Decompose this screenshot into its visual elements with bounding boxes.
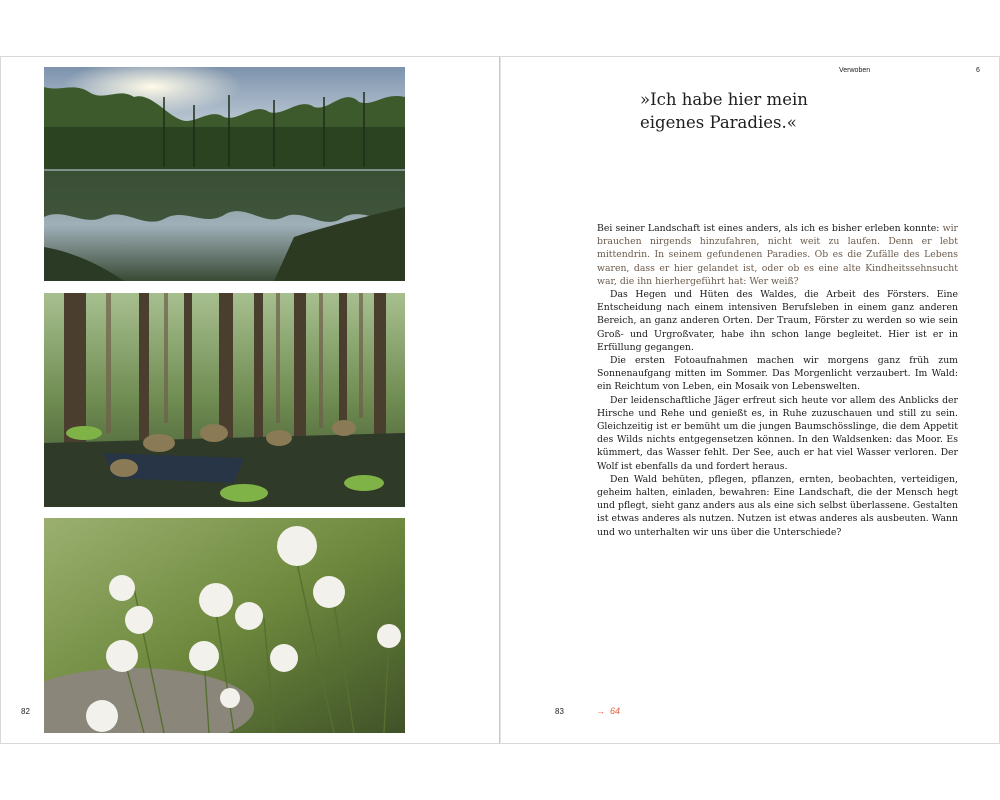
cross-reference-page: 64: [610, 706, 621, 716]
body-paragraph: Den Wald behüten, pflegen, pflanzen, ernten, beobachten, verteidigen, geheim halten, einladen, bewahren: Eine Landschaft, die der Mensch hegt und pflegt, sieht ganz anders aus als eine sich selbst überlassene. Gestalten ist etwas anderes als nutzen. Nutzen ist etwas anderes als ausbeuten. Wann und wo unterhalten wir uns über die Unterschiede?: [597, 473, 958, 538]
left-page: [0, 56, 500, 744]
intro-lead: Bei seiner Landschaft ist eines anders, als ich es bisher erleben konnte:: [597, 223, 943, 234]
running-head: Verwoben: [839, 67, 871, 74]
cotton-grass-photo: [44, 518, 405, 733]
body-paragraph: Die ersten Fotoaufnahmen machen wir morgens ganz früh zum Sonnenaufgang mitten im Sommer. Das Morgenlicht verzaubert. Im Wald: ein Reichtum von Leben, ein Mosaik von Lebenswelten.: [597, 355, 958, 393]
book-spread: [0, 56, 1000, 744]
body-paragraph: Das Hegen und Hüten des Waldes, die Arbeit des Försters. Eine Entscheidung nach einem intensiven Berufsleben in einem ganz anderen Bereich, an ganz anderen Orten. Der Traum, Förster zu werden so wie sein Groß- und Urgroßvater, habe ihn schon lange begleitet. Hier ist er in Erfüllung gegangen.: [597, 289, 958, 353]
pull-quote-line-1: »Ich habe hier mein: [640, 90, 808, 109]
cross-reference-link[interactable]: [596, 706, 620, 716]
body-text: [597, 222, 958, 539]
pull-quote: [640, 88, 940, 134]
page-number-right: 83: [555, 707, 564, 716]
body-paragraph-intro: [597, 222, 958, 288]
body-paragraph: Der leidenschaftliche Jäger erfreut sich heute vor allem des Anblicks der Hirsche und Rehe und genießt es, in Ruhe zuzuschauen und still zu sein. Gleichzeitig ist er bemüht um die jungen Baumschösslinge, die dem Appetit des Wilds nichts entgegensetzen können. In den Waldsenken: das Moor. Es kümmert, das Wasser fehlt. Der See, auch er hat viel Wasser verloren. Der Wolf ist ebenfalls da und fordert heraus.: [597, 394, 958, 472]
pull-quote-line-2: eigenes Paradies.«: [640, 113, 797, 132]
right-page: [500, 56, 1000, 744]
lake-forest-sunrise-photo: [44, 67, 405, 281]
chapter-number: 6: [976, 67, 980, 74]
swamp-forest-photo: [44, 293, 405, 507]
intro-highlight: wir brauchen nirgends hinzufahren, nicht weit zu laufen. Denn er lebt mittendrin. In seinem gefundenen Paradies. Ob es die Zufälle des Lebens waren, dass er hier gelandet ist, oder ob es eine alte Kindheitssehnsucht war, die ihn hierhergeführt hat: Wer weiß?: [597, 223, 958, 287]
arrow-right-icon: →: [596, 706, 605, 716]
page-number-left: 82: [21, 707, 30, 716]
